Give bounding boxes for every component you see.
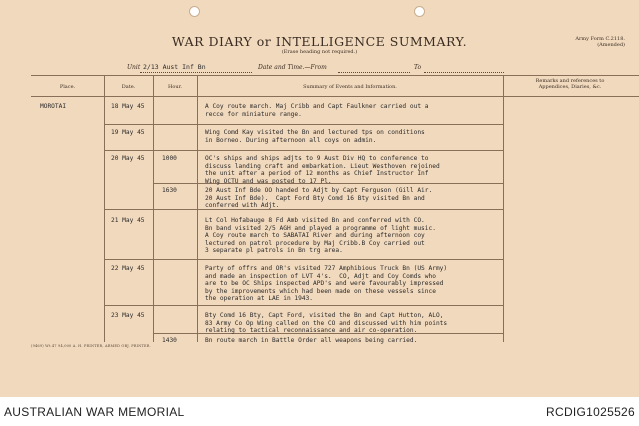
entry-hour: 1430 <box>162 337 177 344</box>
entry-date: 23 May 45 <box>111 312 145 319</box>
col-header-date: Date. <box>121 84 136 90</box>
to-label: To <box>414 64 422 71</box>
punch-hole-left <box>189 6 200 17</box>
entry-place: MOROTAI <box>40 103 67 110</box>
date-from-underline <box>338 72 410 73</box>
entry-date: 21 May 45 <box>111 217 145 224</box>
entry-date: 18 May 45 <box>111 103 145 110</box>
entry-date: 20 May 45 <box>111 155 145 162</box>
date-time-label: Date and Time.—From <box>258 64 327 71</box>
entry-date: 19 May 45 <box>111 129 145 136</box>
punch-hole-right <box>414 6 425 17</box>
entry-summary: 20 Aust Inf Bde OO handed to Adjt by Capt Ferguson (Gill Air. 20 Aust Inf Bde). Capt Ford Bty Comd 16 Bty visited Bn and conferred with Adjt. <box>205 187 433 210</box>
credit-record-id: RCDIG1025526 <box>546 405 635 419</box>
entry-summary: OC's ships and ships adjts to 9 Aust Div HQ to conference to discuss landing craft and embarkation. Lieut Westhoven rejoined the unit after a period of 12 months as Chief Instructor Inf Wing OCTU and was posted to 17 Pl. <box>205 155 440 185</box>
entry-date: 22 May 45 <box>111 265 145 272</box>
army-form-note: (Amended) <box>597 42 625 48</box>
entry-summary: Party of offrs and OR's visited 727 Amphibious Truck Bn (US Army) and made an inspection of LVT 4's. CO, Adjt and Coy Comds who are to be OC Ships inspected APD's and were favourably impressed by the improvements which had been made on these vessels since the operation at LAE in 1943. <box>205 265 448 303</box>
entry-rule <box>104 259 503 260</box>
credit-archive: AUSTRALIAN WAR MEMORIAL <box>4 405 185 419</box>
col-header-place: Place. <box>59 84 76 90</box>
entry-rule <box>104 124 503 125</box>
unit-label: Unit <box>127 64 141 71</box>
entry-summary: Bty Comd 16 Bty, Capt Ford, visited the Bn and Capt Hutton, ALO, 83 Army Co Op Wing called on the CO and discussed with him points relating to tactical reconnaissance and air co-operation. <box>205 312 448 335</box>
entry-rule <box>104 150 503 151</box>
entry-summary: Bn route march in Battle Order all weapons being carried. <box>205 337 418 344</box>
col-divider-summary <box>503 76 504 342</box>
date-to-underline <box>424 72 504 73</box>
col-header-summary: Summary of Events and Information. <box>303 84 397 90</box>
page-title: WAR DIARY or INTELLIGENCE SUMMARY. <box>171 34 468 49</box>
col-header-remarks-line1: Remarks and references to <box>535 78 605 84</box>
army-form-label <box>575 36 625 48</box>
page-subtitle: (Erase heading not required.) <box>281 49 358 55</box>
entry-summary: Lt Col Hofabauge 8 Fd Amb visited Bn and conferred with CO. Bn band visited 2/5 AGH and played a programme of light music. A Coy route march to SABATAI River and during afternoon coy lectured on patrol procedure by Maj Cribb.B Coy carried out 3 separate pl patrols in Bn trg area. <box>205 217 436 255</box>
table-top-rule <box>31 75 639 76</box>
entry-hour: 1630 <box>162 187 177 194</box>
printer-imprint: (9469) Wt.47 94,000 A. H. PRINTER, ARMED OBJ. PRINTER. <box>31 344 151 348</box>
unit-underline <box>140 72 252 73</box>
army-form-number: Army Form C.2118. <box>575 36 625 42</box>
table-header-rule <box>31 96 639 97</box>
entry-rule <box>104 305 503 306</box>
entry-hour: 1000 <box>162 155 177 162</box>
entry-summary: A Coy route march. Maj Cribb and Capt Faulkner carried out a recce for miniature range. <box>205 103 429 118</box>
col-header-remarks-line2: Appendices, Diaries, &c. <box>538 84 602 90</box>
col-header-hour: Hour. <box>167 84 183 90</box>
col-header-remarks <box>503 78 637 90</box>
unit-value: 2/13 Aust Inf Bn <box>143 63 206 71</box>
entry-summary: Wing Comd Kay visited the Bn and lectured tps on conditions in Borneo. During afternoon all coys on admin. <box>205 129 425 144</box>
